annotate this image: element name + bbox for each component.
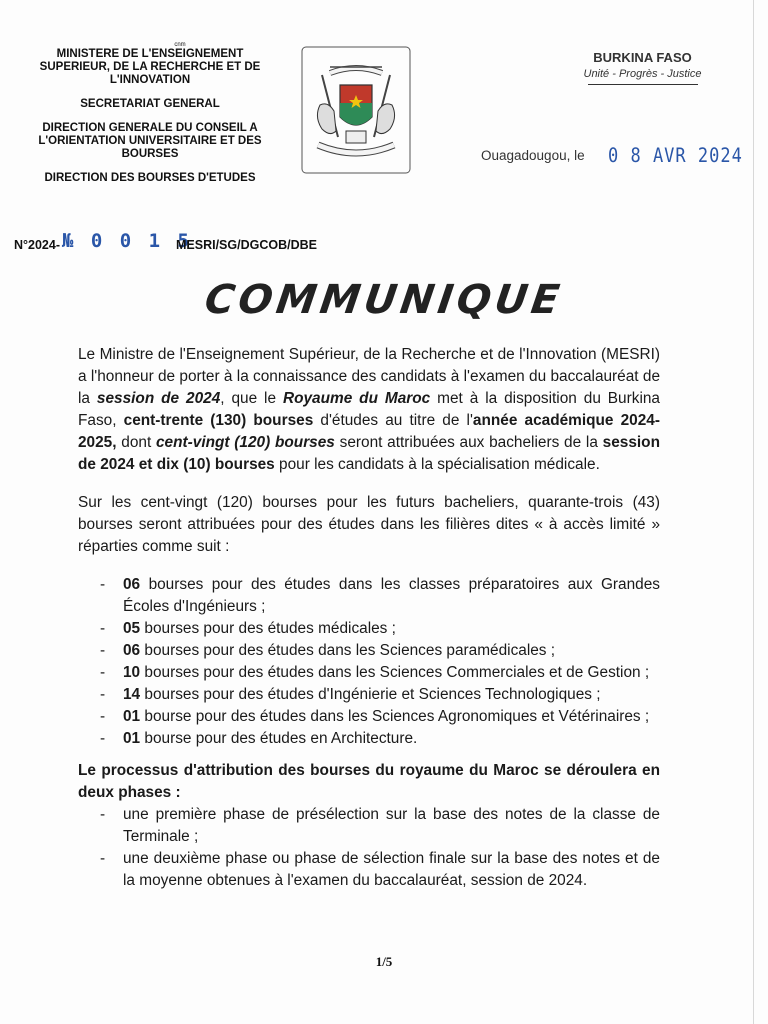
p1-text: met à la disposition du Burkina Faso, [78, 390, 660, 429]
p1-text: , que le [220, 390, 283, 407]
scholarship-count: 01 [123, 730, 141, 747]
date-label: Ouagadougou, le [481, 148, 585, 163]
list-item [78, 640, 660, 662]
list-item [78, 684, 660, 706]
document-body [78, 344, 660, 902]
scholarship-text: bourses pour des études dans les Sciences Commerciales et de Gestion ; [140, 664, 650, 681]
scholarship-count: 01 [123, 708, 141, 725]
p1-text: d'études au titre de l' [313, 412, 473, 429]
intro-paragraph [78, 344, 660, 476]
coat-of-arms-icon [300, 45, 412, 175]
country-motto: Unité - Progrès - Justice [583, 68, 702, 80]
page-edge [753, 0, 754, 1024]
country-name: BURKINA FASO [593, 50, 692, 65]
reference-prefix: N°2024- [14, 238, 60, 252]
p1-medical-count: session de 2024 et dix (10) bourses [78, 434, 660, 473]
page-number: 1/5 [375, 954, 393, 969]
list-item: - une deuxième phase ou phase de sélection finale sur la base des notes et de la moyenne obtenues à l'examen du baccalauréat, session de 2024. [78, 848, 660, 892]
process-heading: Le processus d'attribution des bourses du royaume du Maroc se déroulera en deux phases : [78, 762, 660, 801]
list-item [78, 574, 660, 618]
p1-text: pour les candidats à la spécialisation médicale. [274, 456, 600, 473]
scholarship-text: bourses pour des études dans les classes préparatoires aux Grandes Écoles d'Ingénieurs ; [123, 576, 660, 615]
p1-text: dont [116, 434, 156, 451]
issuing-authority [20, 42, 280, 196]
scholarship-text: bourses pour des études dans les Sciences paramédicales ; [140, 642, 556, 659]
scholarship-list [78, 574, 660, 750]
scholarship-count: 14 [123, 686, 141, 703]
list-item [78, 618, 660, 640]
list-item: - une première phase de présélection sur la base des notes de la classe de Terminale ; [78, 804, 660, 848]
tiny-mark: cnm [174, 42, 186, 48]
scholarship-count: 06 [123, 576, 141, 593]
p1-academic-year: année académique 2024-2025, [78, 412, 660, 451]
distribution-paragraph: Sur les cent-vingt (120) bourses pour les futurs bacheliers, quarante-trois (43) bourses seront attribuées pour des études dans les filières dites « à accès limité » réparties comme suit : [78, 494, 660, 555]
motto-underline [588, 84, 698, 85]
scholarship-text: bourse pour des études en Architecture. [140, 730, 418, 747]
phase-list [78, 804, 660, 892]
scholarship-text: bourses pour des études médicales ; [140, 620, 396, 637]
p1-text: seront attribuées aux bacheliers de la [334, 434, 603, 451]
direction-name: DIRECTION DES BOURSES D'ETUDES [44, 172, 256, 184]
p1-bachelor-count: cent-vingt (120) bourses [156, 434, 335, 451]
reference-number-stamp: № 0 0 1 5 [62, 230, 192, 252]
scholarship-count: 06 [123, 642, 141, 659]
reference-suffix: MESRI/SG/DGCOB/DBE [176, 238, 317, 252]
scholarship-count: 10 [123, 664, 141, 681]
list-item [78, 706, 660, 728]
ministry-name: MINISTERE DE L'ENSEIGNEMENT SUPERIEUR, DE LA RECHERCHE ET DE L'INNOVATION [39, 48, 261, 86]
country-header [560, 50, 725, 85]
list-item [78, 728, 660, 750]
p1-text: Le Ministre de l'Enseignement Supérieur, de la Recherche et de l'Innovation (MESRI) a l'honneur de porter à la connaissance des candidats à l'examen du baccalauréat de la [78, 346, 660, 407]
direction-general-name: DIRECTION GENERALE DU CONSEIL A L'ORIENTATION UNIVERSITAIRE ET DES BOURSES [38, 122, 262, 160]
scholarship-text: bourse pour des études dans les Sciences Agronomiques et Vétérinaires ; [140, 708, 650, 725]
date-stamp: 0 8 AVR 2024 [608, 144, 743, 168]
document-title: COMMUNIQUE [201, 277, 567, 323]
p1-kingdom: Royaume du Maroc [282, 390, 431, 407]
scholarship-count: 05 [123, 620, 141, 637]
p1-session: session de 2024 [96, 390, 221, 407]
scholarship-text: bourses pour des études d'Ingénierie et Sciences Technologiques ; [140, 686, 601, 703]
secretariat-name: SECRETARIAT GENERAL [80, 98, 220, 110]
p1-total: cent-trente (130) bourses [123, 412, 314, 429]
list-item [78, 662, 660, 684]
